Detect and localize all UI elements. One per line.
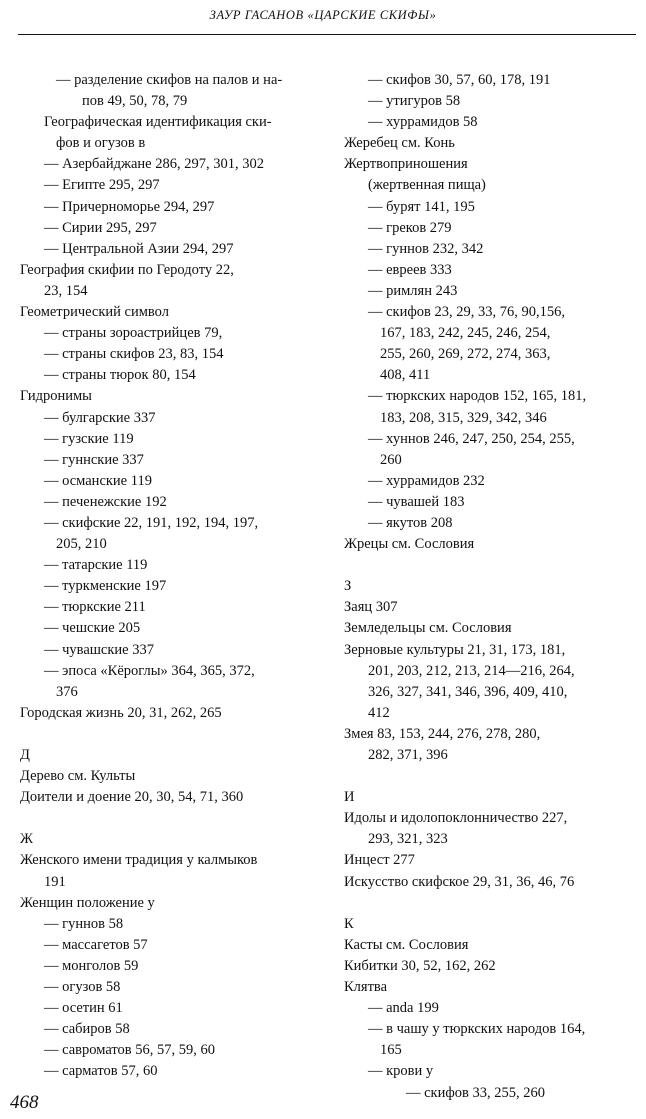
section-gap [344, 555, 636, 576]
index-entry: Инцест 277 [344, 852, 415, 869]
index-entry: — чувашские 337 [44, 641, 154, 658]
index-entry: 165 [380, 1042, 402, 1059]
index-entry: — гузские 119 [44, 430, 134, 447]
index-entry: 191 [44, 873, 66, 890]
index-entry: 23, 154 [44, 282, 88, 299]
index-entry: пов 49, 50, 78, 79 [82, 93, 188, 110]
index-entry: — утигуров 58 [368, 93, 461, 110]
index-entry: — гуннские 337 [44, 451, 144, 468]
index-entry: — в чашу у тюркских народов 164, [368, 1021, 586, 1038]
index-entry: — anda 199 [368, 1000, 439, 1017]
index-entry: — страны тюрок 80, 154 [44, 367, 196, 384]
index-entry: — сабиров 58 [44, 1021, 130, 1038]
header-rule [18, 34, 636, 35]
index-entry: — Причерноморье 294, 297 [44, 198, 215, 215]
index-entry: — хуррамидов 58 [368, 114, 478, 131]
index-entry: 255, 260, 269, 272, 274, 363, [380, 346, 551, 363]
index-entry: — массагетов 57 [44, 936, 148, 953]
index-entry: Гидронимы [20, 388, 92, 405]
index-entry: Жертвоприношения [344, 156, 468, 173]
index-entry: — скифов 23, 29, 33, 76, 90,156, [368, 304, 565, 321]
index-entry: — эпоса «Кёроглы» 364, 365, 372, [44, 662, 255, 679]
index-entry: Городская жизнь 20, 31, 262, 265 [20, 704, 222, 721]
section-letter: И [344, 789, 355, 806]
index-entry: — Азербайджане 286, 297, 301, 302 [44, 156, 264, 173]
index-entry: — огузов 58 [44, 979, 121, 996]
section-letter: К [344, 915, 354, 932]
index-entry: — тюркские 211 [44, 599, 146, 616]
index-entry: Жрецы см. Сословия [344, 536, 475, 553]
index-entry: — чешские 205 [44, 620, 141, 637]
index-entry: 412 [368, 704, 390, 721]
index-column-right [344, 70, 636, 1104]
index-entry: — скифов 30, 57, 60, 178, 191 [368, 72, 551, 88]
index-entry: Женского имени традиция у калмыков [20, 852, 258, 869]
index-entry: — туркменские 197 [44, 578, 167, 595]
index-entry: — монголов 59 [44, 957, 139, 974]
index-entry: (жертвенная пища) [368, 177, 486, 194]
index-entry: Змея 83, 153, 244, 276, 278, 280, [344, 725, 541, 742]
index-entry: 183, 208, 315, 329, 342, 346 [380, 409, 547, 426]
index-entry: 376 [56, 683, 78, 700]
index-entry: — чувашей 183 [368, 493, 465, 510]
section-gap [344, 893, 636, 914]
index-entry: Геометрический символ [20, 304, 169, 321]
index-entry: 408, 411 [380, 367, 431, 384]
section-gap [20, 724, 320, 745]
running-head: ЗАУР ГАСАНОВ «ЦАРСКИЕ СКИФЫ» [209, 8, 437, 22]
index-entry: — татарские 119 [44, 557, 148, 574]
index-entry: — скифов 33, 255, 260 [406, 1084, 545, 1101]
index-entry: Идолы и идолопоклонничество 227, [344, 810, 568, 827]
index-entry: — греков 279 [368, 219, 452, 236]
index-entry: — савроматов 56, 57, 59, 60 [44, 1042, 215, 1059]
index-entry: — гуннов 232, 342 [368, 240, 484, 257]
index-entry: Клятва [344, 979, 388, 996]
index-entry: — булгарские 337 [44, 409, 156, 426]
index-entry: — Египте 295, 297 [44, 177, 160, 194]
index-entry: 326, 327, 341, 346, 396, 409, 410, [368, 683, 568, 700]
index-entry: 205, 210 [56, 536, 107, 553]
index-entry: 293, 321, 323 [368, 831, 448, 848]
index-entry: — гуннов 58 [44, 915, 124, 932]
index-entry: Земледельцы см. Сословия [344, 620, 512, 637]
index-entry: фов и огузов в [56, 135, 146, 152]
index-entry: — страны зороастрийцев 79, [44, 325, 223, 342]
section-letter: Ж [20, 831, 33, 848]
index-entry: Кибитки 30, 52, 162, 262 [344, 957, 496, 974]
index-entry: Искусство скифское 29, 31, 36, 46, 76 [344, 873, 575, 890]
section-letter: Д [20, 747, 30, 763]
index-entry: Географическая идентификация ски- [44, 114, 272, 131]
index-entry: — бурят 141, 195 [368, 198, 475, 215]
index-entry: — скифские 22, 191, 192, 194, 197, [44, 514, 259, 531]
index-entry: Зерновые культуры 21, 31, 173, 181, [344, 641, 566, 658]
index-entry: География скифии по Геродоту 22, [20, 261, 234, 278]
index-column-left [20, 70, 320, 1083]
index-entry: — осетин 61 [44, 1000, 123, 1017]
index-entry: — разделение скифов на палов и на- [56, 72, 283, 88]
index-entry: — тюркских народов 152, 165, 181, [368, 388, 587, 405]
section-gap [20, 808, 320, 829]
index-entry: — евреев 333 [368, 261, 452, 278]
index-entry: — крови у [368, 1063, 434, 1080]
index-entry: Заяц 307 [344, 599, 398, 616]
index-entry: — Центральной Азии 294, 297 [44, 240, 234, 257]
index-entry: Касты см. Сословия [344, 936, 469, 953]
index-entry: Женщин положение у [20, 894, 155, 911]
index-entry: — хуннов 246, 247, 250, 254, 255, [368, 430, 575, 447]
index-entry: 282, 371, 396 [368, 747, 448, 763]
index-entry: — Сирии 295, 297 [44, 219, 157, 236]
index-entry: — страны скифов 23, 83, 154 [44, 346, 224, 363]
index-entry: — османские 119 [44, 472, 152, 489]
page-number: 468 [10, 1092, 39, 1113]
index-entry: Дерево см. Культы [20, 768, 136, 785]
index-entry: 201, 203, 212, 213, 214—216, 264, [368, 662, 575, 679]
section-letter: З [344, 578, 352, 595]
index-entry: — сарматов 57, 60 [44, 1063, 158, 1080]
index-entry: Доители и доение 20, 30, 54, 71, 360 [20, 789, 244, 806]
index-entry: 260 [380, 451, 402, 468]
index-entry: 167, 183, 242, 245, 246, 254, [380, 325, 551, 342]
index-entry: Жеребец см. Конь [344, 135, 455, 152]
index-entry: — хуррамидов 232 [368, 472, 485, 489]
index-entry: — римлян 243 [368, 282, 458, 299]
index-entry: — якутов 208 [368, 514, 453, 531]
index-entry: — печенежские 192 [44, 493, 167, 510]
section-gap [344, 766, 636, 787]
